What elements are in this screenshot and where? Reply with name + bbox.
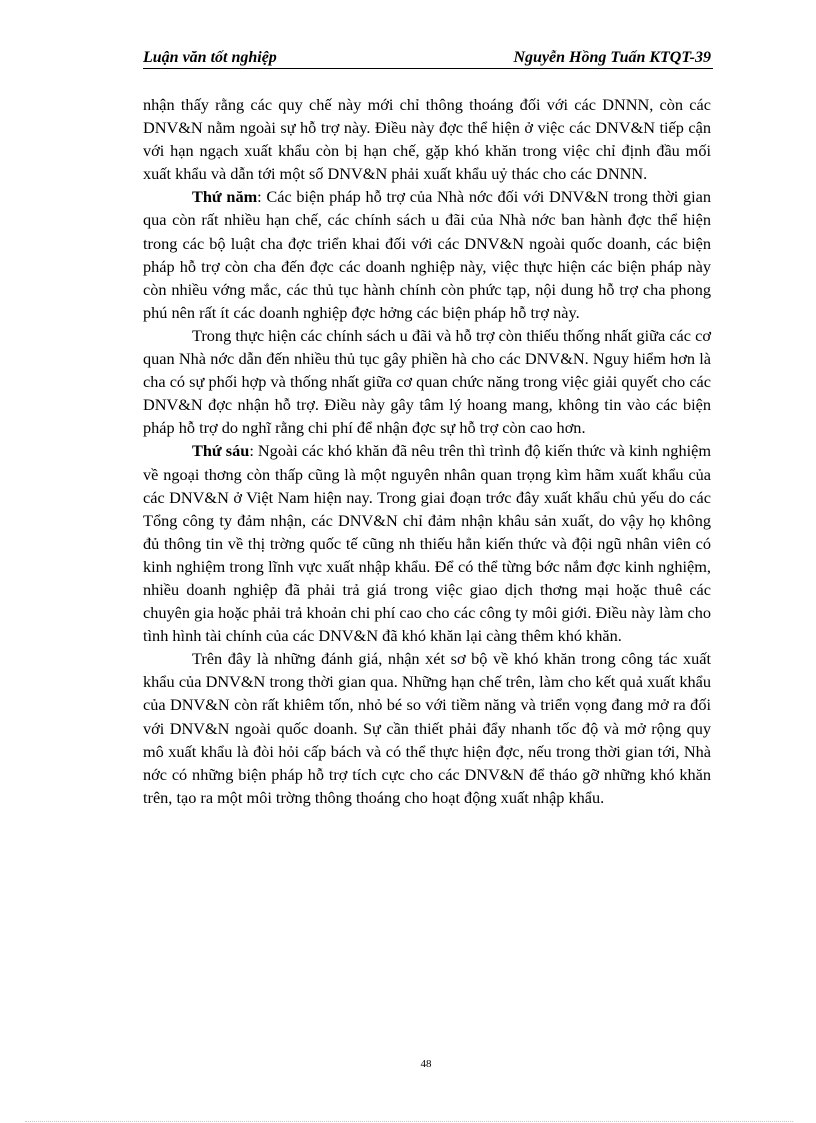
paragraph-text: : Ngoài các khó khăn đã nêu trên thì trình độ kiến thức và kinh nghiệm về ngoại thơng còn thấp cũng là một nguyên nhân quan trọng kìm hãm xuất khẩu của các DNV&N ở Việt Nam hiện nay. Trong giai đoạn trớc đây xuất khẩu chủ yếu do các Tổng công ty đảm nhận, các DNV&N chỉ đảm nhận khâu sản xuất, do vậy họ không đủ thông tin về thị trờng quốc tế cũng nh thiếu hẳn kiến thức và đội ngũ nhân viên có kinh nghiệm trong lĩnh vực xuất nhập khẩu. Để có thể từng bớc nắm đợc kinh nghiệm, nhiều doanh nghiệp đã phải trả giá trong việc giao dịch thơng mại hoặc thuê các chuyên gia hoặc phải trả khoản chi phí cao cho các công ty môi giới. Điều này làm cho tình hình tài chính của các DNV&N đã khó khăn lại càng thêm khó khăn. <box>143 441 711 646</box>
page-number: 48 <box>420 1058 432 1070</box>
paragraph-lead-heading: Thứ sáu <box>192 441 250 461</box>
paragraph-thu-nam <box>143 185 711 324</box>
paragraph-text: : Các biện pháp hỗ trợ của Nhà nớc đối với DNV&N trong thời gian qua còn rất nhiều hạn chế, các chính sách u đãi của Nhà nớc ban hành đợc thể hiện trong các bộ luật cha đợc triển khai đối với các DNV&N ngoài quốc doanh, các biện pháp hỗ trợ còn cha đến đợc các doanh nghiệp này, việc thực hiện các biện pháp này còn nhiều vớng mắc, các thủ tục hành chính còn phức tạp, nội dung hỗ trợ cha phong phú nên rất ít các doanh nghiệp đợc hởng các biện pháp hỗ trợ này. <box>143 187 712 322</box>
body-text <box>143 93 711 809</box>
paragraph-text: Trong thực hiện các chính sách u đãi và hỗ trợ còn thiếu thống nhất giữa các cơ quan Nhà nớc dẫn đến nhiều thủ tục gây phiền hà cho các DNV&N. Nguy hiểm hơn là cha có sự phối hợp và thống nhất giữa cơ quan chức năng trong việc giải quyết cho các DNV&N đợc nhận hỗ trợ. Điều này gây tâm lý hoang mang, không tin vào các biện pháp hỗ trợ do nghĩ rằng chi phí để nhận đợc sự hỗ trợ còn cao hơn. <box>143 325 711 438</box>
paragraph-policy <box>143 324 711 439</box>
paragraph-summary <box>143 647 711 809</box>
page-bottom-rule <box>25 1121 793 1122</box>
header-author: Nguyễn Hồng Tuấn KTQT-39 <box>513 49 711 66</box>
paragraph-text: Trên đây là những đánh giá, nhận xét sơ bộ về khó khăn trong công tác xuất khẩu của DNV&N trong thời gian qua. Những hạn chế trên, làm cho kết quả xuất khẩu của DNV&N còn rất khiêm tốn, nhỏ bé so với tiềm năng và triển vọng đang mở ra đối với DNV&N ngoài quốc doanh. Sự cần thiết phải đẩy nhanh tốc độ và mở rộng quy mô xuất khẩu là đòi hỏi cấp bách và có thể thực hiện đợc, nếu trong thời gian tới, Nhà nớc có những biện pháp hỗ trợ tích cực cho các DNV&N để tháo gỡ những khó khăn trên, tạo ra một môi trờng thông thoáng cho hoạt động xuất nhập khẩu. <box>143 649 711 807</box>
paragraph-text: nhận thấy rằng các quy chế này mới chỉ thông thoáng đối với các DNNN, còn các DNV&N nằm ngoài sự hỗ trợ này. Điều này đợc thể hiện ở việc các DNV&N tiếp cận với hạn ngạch xuất khẩu còn bị hạn chế, gặp khó khăn trong việc chỉ định đầu mối xuất khẩu và dẫn tới một số DNV&N phải xuất khẩu uỷ thác cho các DNNN. <box>143 95 711 184</box>
header-thesis-title: Luận văn tốt nghiệp <box>143 49 277 66</box>
paragraph-continuation <box>143 93 711 185</box>
running-header <box>143 48 713 69</box>
paragraph-thu-sau <box>143 439 711 647</box>
paragraph-lead-heading: Thứ năm <box>192 187 258 207</box>
